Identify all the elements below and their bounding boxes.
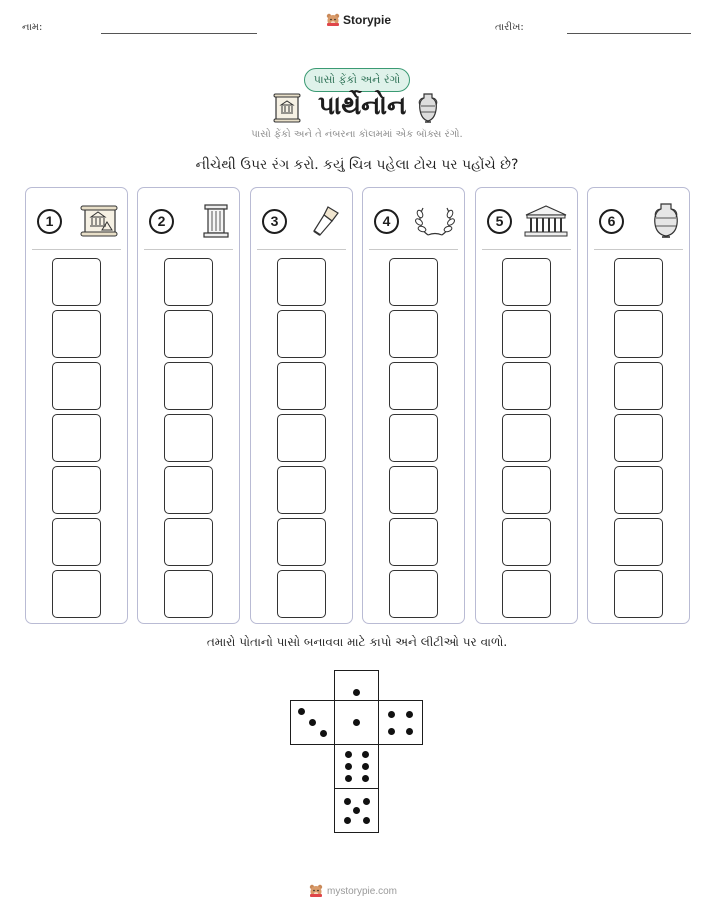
- color-box[interactable]: [277, 518, 326, 566]
- bear-mascot-icon: [309, 884, 323, 898]
- color-box[interactable]: [52, 466, 101, 514]
- color-box[interactable]: [389, 258, 438, 306]
- die-pip: [345, 763, 352, 770]
- color-box[interactable]: [52, 570, 101, 618]
- activity-badge-label: પાસો ફેંકો અને રંગો: [313, 73, 401, 86]
- color-box[interactable]: [614, 518, 663, 566]
- bear-mascot-icon: [326, 13, 340, 27]
- die-pip: [353, 807, 360, 814]
- color-box[interactable]: [164, 466, 213, 514]
- die-pip: [362, 751, 369, 758]
- color-box[interactable]: [389, 466, 438, 514]
- color-box[interactable]: [389, 414, 438, 462]
- column-number: 6: [599, 209, 624, 234]
- die-pip: [388, 728, 395, 735]
- column-5: [475, 187, 578, 624]
- color-box[interactable]: [164, 518, 213, 566]
- date-line[interactable]: [567, 33, 691, 34]
- color-box[interactable]: [164, 414, 213, 462]
- color-box[interactable]: [614, 362, 663, 410]
- color-box[interactable]: [502, 310, 551, 358]
- die-pip: [362, 763, 369, 770]
- greek-temple-icon: [523, 204, 569, 238]
- column-divider: [32, 249, 121, 250]
- greek-column-icon: [201, 203, 231, 239]
- column-number: 4: [374, 209, 399, 234]
- color-box[interactable]: [52, 362, 101, 410]
- die-pip: [298, 708, 305, 715]
- activity-badge: [304, 68, 410, 92]
- die-pip: [345, 751, 352, 758]
- die-face-4: [378, 700, 423, 745]
- laurel-wreath-icon: [414, 203, 456, 239]
- color-box[interactable]: [502, 258, 551, 306]
- die-face-5: [334, 788, 379, 833]
- amphora-icon: [416, 92, 440, 124]
- chisel-icon: [310, 203, 344, 239]
- date-label: તારીખ:: [495, 22, 524, 33]
- column-divider: [482, 249, 571, 250]
- color-box[interactable]: [277, 362, 326, 410]
- column-4: [362, 187, 465, 624]
- color-box[interactable]: [52, 518, 101, 566]
- color-box[interactable]: [164, 362, 213, 410]
- color-box[interactable]: [277, 310, 326, 358]
- die-pip: [406, 711, 413, 718]
- subtitle: પાસો ફેંકો અને તે નંબરના કૉલમમાં એક બૉક્સ રંગો.: [251, 129, 463, 140]
- color-box[interactable]: [277, 258, 326, 306]
- die-pip: [362, 775, 369, 782]
- die-pip: [363, 798, 370, 805]
- die-pip: [388, 711, 395, 718]
- color-box[interactable]: [614, 466, 663, 514]
- color-box[interactable]: [614, 310, 663, 358]
- die-pip: [406, 728, 413, 735]
- color-box[interactable]: [52, 414, 101, 462]
- color-box[interactable]: [389, 570, 438, 618]
- color-box[interactable]: [502, 466, 551, 514]
- color-box[interactable]: [502, 570, 551, 618]
- die-pip: [363, 817, 370, 824]
- color-box[interactable]: [277, 570, 326, 618]
- brand-logo: [326, 13, 391, 27]
- die-pip: [309, 719, 316, 726]
- die-pip: [353, 689, 360, 696]
- column-divider: [594, 249, 683, 250]
- die-pip: [345, 775, 352, 782]
- cut-fold-instruction: તમારો પોતાનો પાસો બનાવવા માટે કાપો અને લીટીઓ પર વાળો.: [206, 635, 508, 649]
- brand-name: Storypie: [343, 13, 392, 27]
- color-box[interactable]: [502, 414, 551, 462]
- color-box[interactable]: [614, 414, 663, 462]
- color-box[interactable]: [614, 258, 663, 306]
- color-box[interactable]: [164, 310, 213, 358]
- scroll-blueprint-icon: [272, 92, 302, 124]
- column-3: [250, 187, 353, 624]
- color-box[interactable]: [277, 466, 326, 514]
- column-number: 2: [149, 209, 174, 234]
- column-number: 5: [487, 209, 512, 234]
- color-box[interactable]: [502, 518, 551, 566]
- column-number: 1: [37, 209, 62, 234]
- column-divider: [369, 249, 458, 250]
- question-text: નીચેથી ઉપર રંગ કરો. કયું ચિત્ર પહેલા ટોચ પર પહોંચે છે?: [195, 157, 519, 173]
- color-box[interactable]: [389, 362, 438, 410]
- column-divider: [144, 249, 233, 250]
- die-face-3: [290, 700, 335, 745]
- column-1: [25, 187, 128, 624]
- die-pip: [320, 730, 327, 737]
- footer: [309, 884, 397, 898]
- column-2: [137, 187, 240, 624]
- color-box[interactable]: [52, 258, 101, 306]
- column-6: [587, 187, 690, 624]
- color-box[interactable]: [502, 362, 551, 410]
- footer-url[interactable]: mystorypie.com: [327, 885, 398, 897]
- die-face-1: [334, 700, 379, 745]
- die-pip: [344, 817, 351, 824]
- column-divider: [257, 249, 346, 250]
- scroll-blueprint-icon: [79, 204, 119, 238]
- page-title: પાર્થેનોન: [318, 91, 407, 121]
- die-pip: [353, 719, 360, 726]
- die-pip: [344, 798, 351, 805]
- color-box[interactable]: [52, 310, 101, 358]
- color-box[interactable]: [277, 414, 326, 462]
- color-box[interactable]: [389, 310, 438, 358]
- die-face-6: [334, 744, 379, 789]
- name-line[interactable]: [101, 33, 257, 34]
- color-box[interactable]: [164, 258, 213, 306]
- color-box[interactable]: [389, 518, 438, 566]
- color-box[interactable]: [614, 570, 663, 618]
- name-label: નામ:: [22, 22, 43, 33]
- color-box[interactable]: [164, 570, 213, 618]
- column-number: 3: [262, 209, 287, 234]
- amphora-icon: [651, 202, 681, 240]
